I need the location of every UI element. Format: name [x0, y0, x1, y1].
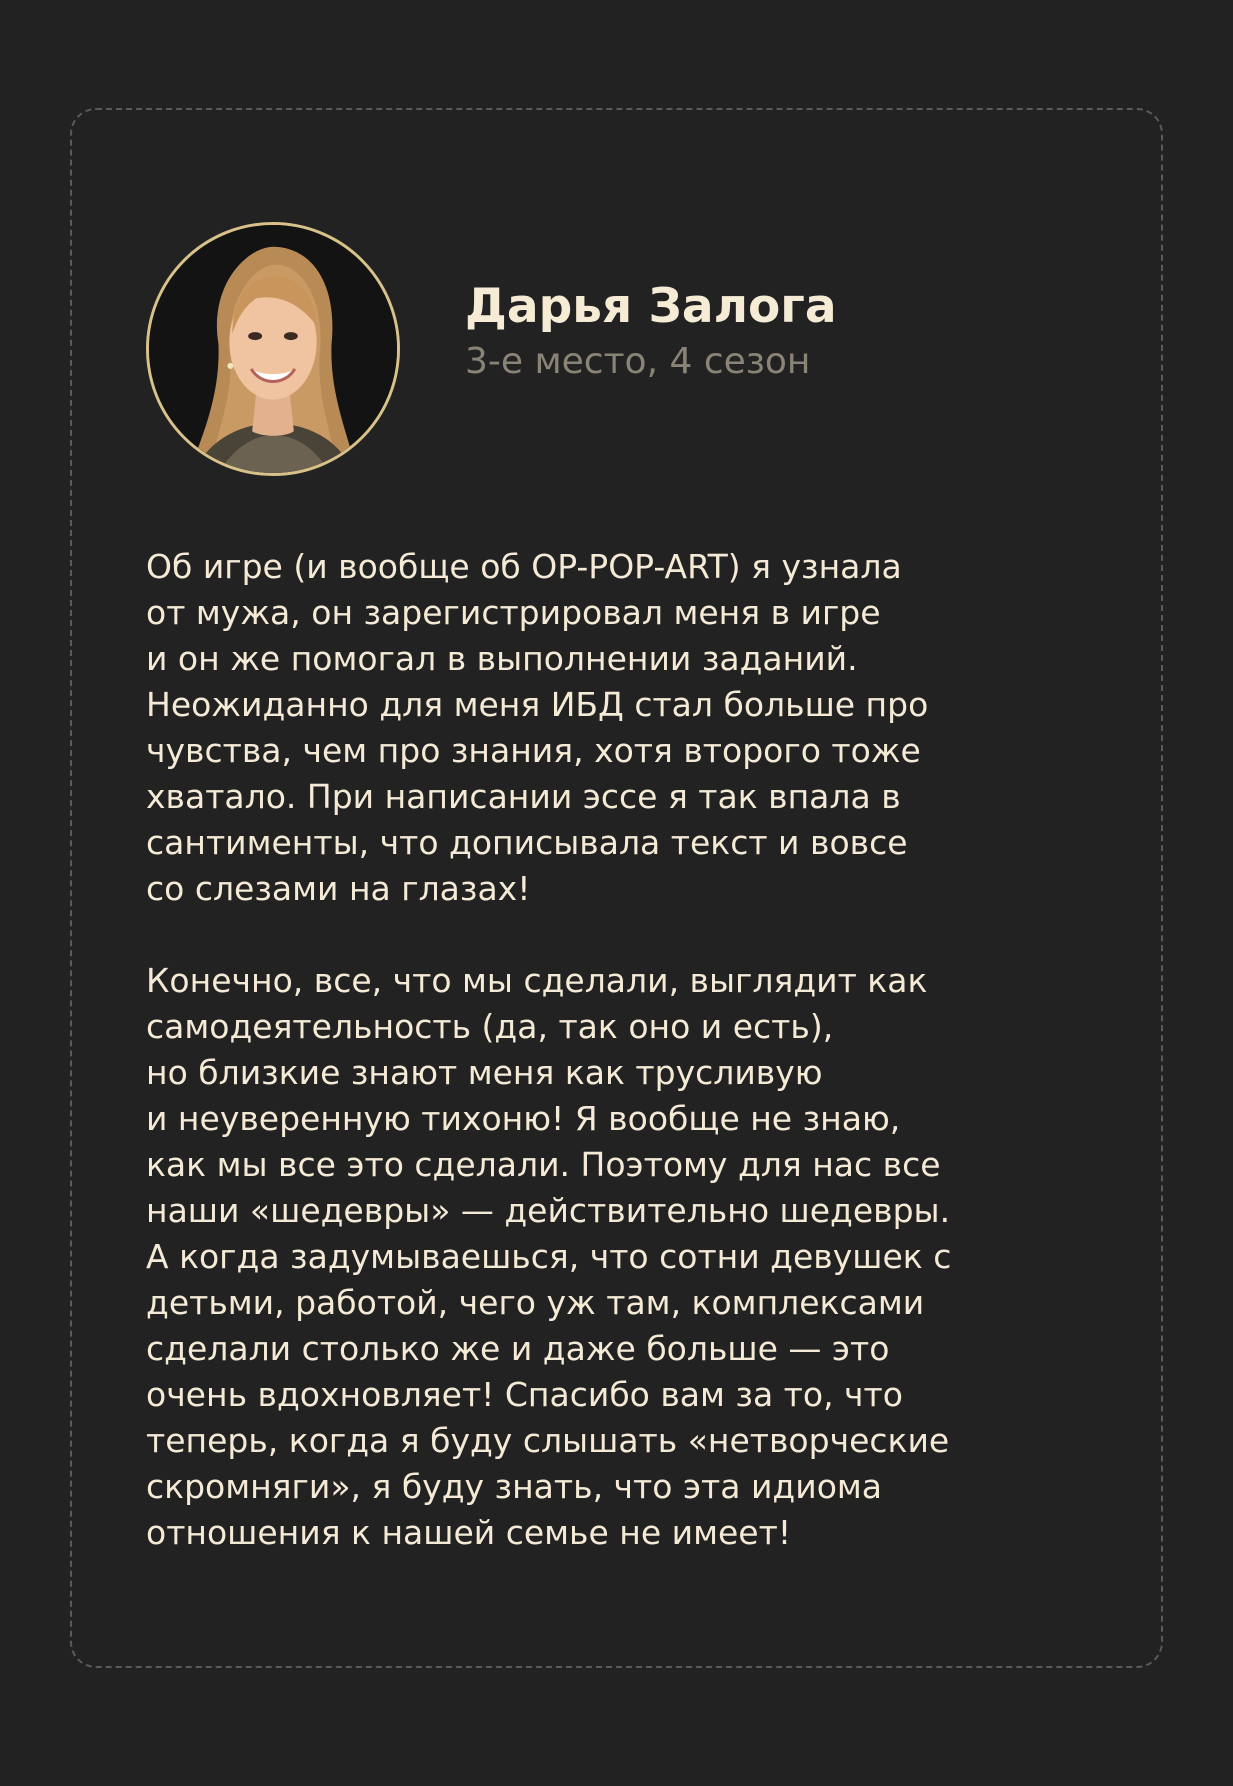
testimonial-paragraph: Об игре (и вообще об OP-POP-ART) я узнала от мужа, он зарегистрировал меня в игре и он же помогал в выполнении заданий. Неожиданно для меня ИБД стал больше про чувства, чем про знания, хотя второго тоже хватало. При написании эссе я так впала в сантименты, что дописывала текст и вовсе со слезами на глазах!: [146, 547, 929, 908]
avatar: [146, 222, 400, 476]
person-name: Дарья Залога: [465, 279, 837, 334]
person-achievement: 3-е место, 4 сезон: [465, 341, 811, 382]
testimonial-paragraph: Конечно, все, что мы сделали, выглядит как самодеятельность (да, так оно и есть), но близкие знают меня как трусливую и неуверенную тихоню! Я вообще не знаю, как мы все это сделали. Поэтому для нас все наши «шедевры» — действительно шедевры. А когда задумываешься, что сотни девушек с детьми, работой, чего уж там, комплексами сделали столько же и даже больше — это очень вдохновляет! Спасибо вам за то, что теперь, когда я буду слышать «нетворческие скромняги», я буду знать, что эта идиома отношения к нашей семье не имеет!: [146, 961, 952, 1552]
testimonial-text: [146, 544, 1106, 1556]
person-photo-icon: [149, 225, 397, 473]
